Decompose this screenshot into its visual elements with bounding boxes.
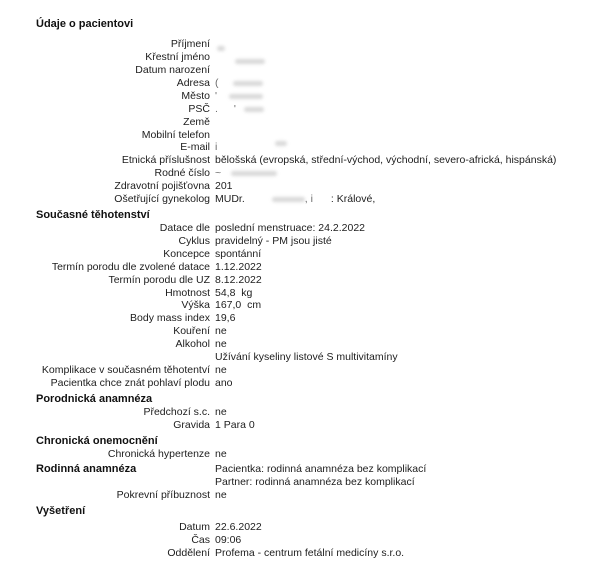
field-label: Komplikace v současném těhotentví [41,363,210,376]
field-value: 1.12.2022 [215,260,262,273]
field-row [0,351,600,364]
field-label: Body mass index [130,312,210,325]
field-label: Čas [191,534,210,547]
field-row [0,248,600,261]
field-row [0,521,600,534]
field-row [0,419,600,432]
value-fragment: : Králové, [330,193,376,206]
spacer [218,111,234,112]
field-value: ne [215,325,227,338]
field-value: 167,0 cm [215,299,262,312]
field-label: Ošetřující gynekolog [114,193,210,206]
field-row [0,103,600,116]
field-label: Hmotnost [165,286,210,299]
field-value: 54,8 kg [215,286,253,299]
field-value [210,193,375,206]
field-row [0,547,600,560]
section-heading: Současné těhotenství [36,208,150,221]
spacer [236,111,244,112]
field-row [0,312,600,325]
redacted-value [229,94,263,99]
field-value [210,90,263,103]
value-fragment: , i [304,193,313,206]
section-heading: Rodinná anamnéza Pacientka: rodinná anamnéza bez komplikací [36,463,427,476]
redacted-value [235,59,265,64]
field-label: E-mail [180,141,210,154]
field-label: Rodné číslo [154,167,210,180]
field-row [0,476,600,489]
field-label: Křestní jméno [145,51,210,63]
field-label: Mobilní telefon [141,128,210,141]
field-label: Chronická hypertenze [107,447,210,460]
value-fragment: MUDr. [215,193,245,206]
section [0,18,600,206]
section-heading: Chronická onemocnění [36,434,158,447]
field-label: Zdravotní pojišťovna [114,180,210,193]
field-row [0,534,600,547]
field-label: PSČ [188,102,210,115]
field-value: ne [215,363,227,376]
field-label: Alkohol [175,338,210,351]
field-value: spontánní [215,247,262,260]
field-label: Země [183,115,210,128]
field-value: poslední menstruace: 24.2.2022 [215,221,366,234]
field-label: Předchozí s.c. [143,405,210,418]
field-label: Datum [179,521,210,534]
redacted-value [244,107,264,112]
field-row [0,489,600,502]
field-value: ne [215,489,227,502]
redacted-value [233,81,263,86]
field-row [0,38,600,51]
field-value [210,77,263,90]
spacer [215,59,235,60]
field-row [0,287,600,300]
section [0,435,600,461]
field-label: Datum narození [135,64,210,76]
field-value: 1 Para 0 [215,418,255,431]
field-row [0,406,600,419]
field-value: ano [215,376,233,389]
field-value: bělošská (evropská, střední-východ, východní, severo-africká, hispánská) [215,154,557,167]
section-heading: Údaje o pacientovi [36,18,134,30]
field-row [0,448,600,461]
field-row [0,180,600,193]
field-value: 8.12.2022 [215,273,262,286]
field-value: Užívání kyseliny listové S multivitamíny [215,351,398,364]
field-row [0,235,600,248]
field-label: Město [181,89,210,102]
value-fragment: ' [233,102,236,115]
field-row [0,364,600,377]
field-label: Gravida [173,418,210,431]
field-value: pravidelný - PM jsou jisté [215,234,332,247]
document-body [0,18,600,560]
field-label: Termín porodu dle UZ [108,273,210,286]
field-label: Kouření [173,325,210,338]
field-row [0,325,600,338]
field-row [0,261,600,274]
field-value [210,59,265,64]
field-value [210,141,287,154]
field-label: Cyklus [178,234,210,247]
field-row [0,274,600,287]
section-heading: Porodnická anamnéza [36,392,153,405]
field-row [0,222,600,235]
field-label: Pokrevní příbuznost [116,489,210,502]
field-row [0,90,600,103]
field-value [210,167,277,180]
field-row [0,193,600,206]
section [0,505,600,560]
value-fragment: ' [215,89,218,102]
field-value: 19,6 [215,312,236,325]
section-heading: Vyšetření [36,505,86,518]
field-label: Výška [181,299,210,312]
section [0,463,600,502]
section [0,393,600,432]
field-label: Etnická příslušnost [121,154,210,167]
field-row [0,377,600,390]
field-row [0,338,600,351]
field-value [210,46,225,51]
field-value [210,103,264,116]
field-value: ne [215,447,227,460]
field-row [0,64,600,77]
field-row [0,51,600,64]
field-label: Oddělení [167,547,210,560]
field-label: Datace dle [159,221,210,234]
field-label: Pacientka chce znát pohlaví plodu [50,376,210,389]
redacted-value [231,171,277,176]
field-label: Termín porodu dle zvolené datace [51,260,210,273]
spacer [245,201,272,202]
spacer [221,175,231,176]
spacer [313,201,331,202]
field-row [0,299,600,312]
field-value: Profema - centrum fetální medicíny s.r.o. [215,547,405,560]
field-row [0,77,600,90]
value-fragment: i [215,141,218,154]
field-row [0,154,600,167]
field-value: Partner: rodinná anamnéza bez komplikací [215,476,415,489]
redacted-value [217,46,225,51]
spacer [219,85,233,86]
field-value: 201 [215,180,233,193]
field-row [0,129,600,142]
value-fragment: ( [215,76,219,89]
field-value: 09:06 [215,534,242,547]
heading-aside-text: Pacientka: rodinná anamnéza bez komplikací [215,463,427,476]
field-value: ne [215,338,227,351]
redacted-value [275,141,287,146]
field-row [0,116,600,129]
value-fragment: . [215,102,218,115]
spacer [217,149,275,150]
field-label: Adresa [176,76,210,89]
field-row [0,141,600,154]
section [0,209,600,390]
spacer [217,98,229,99]
field-row [0,167,600,180]
field-value: 22.6.2022 [215,521,262,534]
field-label: Příjmení [170,38,210,50]
field-value: ne [215,405,227,418]
redacted-value [272,197,305,202]
value-fragment: ~ [215,167,222,180]
field-label: Koncepce [163,247,210,260]
